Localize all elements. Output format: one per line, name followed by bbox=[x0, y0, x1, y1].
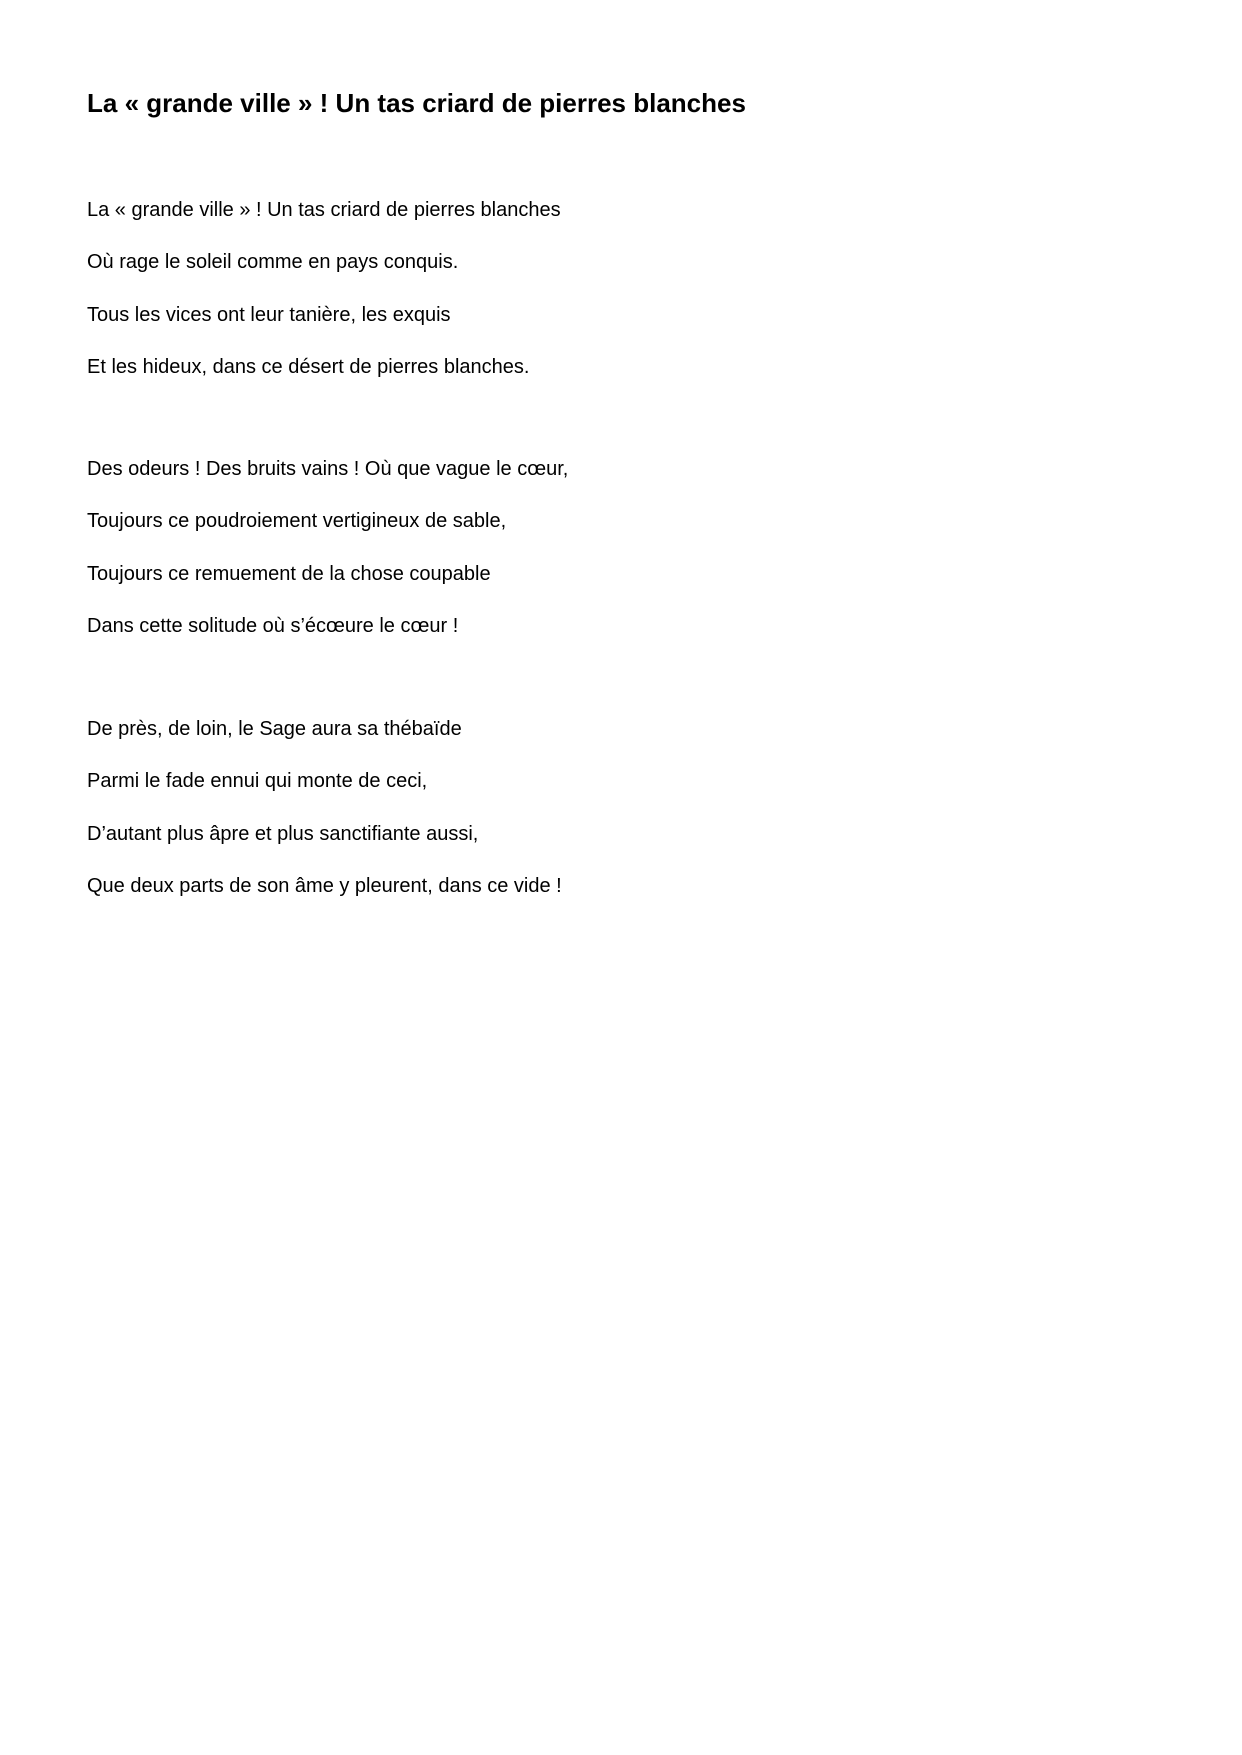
verse-line: Que deux parts de son âme y pleurent, dans ce vide ! bbox=[87, 875, 562, 897]
verse-line: Dans cette solitude où s’écœure le cœur ! bbox=[87, 615, 459, 637]
verse-line: De près, de loin, le Sage aura sa thébaïde bbox=[87, 718, 462, 740]
verse-line: Où rage le soleil comme en pays conquis. bbox=[87, 251, 459, 273]
verse-line: Toujours ce poudroiement vertigineux de sable, bbox=[87, 510, 507, 532]
poem-title: La « grande ville » ! Un tas criard de pierres blanches bbox=[87, 88, 746, 118]
verse-line: Toujours ce remuement de la chose coupable bbox=[87, 563, 491, 585]
verse-line: Et les hideux, dans ce désert de pierres blanches. bbox=[87, 356, 530, 378]
verse-line: Tous les vices ont leur tanière, les exquis bbox=[87, 304, 451, 326]
verse-line: La « grande ville » ! Un tas criard de pierres blanches bbox=[87, 199, 561, 221]
verse-line: D’autant plus âpre et plus sanctifiante aussi, bbox=[87, 823, 479, 845]
verse-line: Des odeurs ! Des bruits vains ! Où que vague le cœur, bbox=[87, 458, 569, 480]
verse-line: Parmi le fade ennui qui monte de ceci, bbox=[87, 770, 428, 792]
